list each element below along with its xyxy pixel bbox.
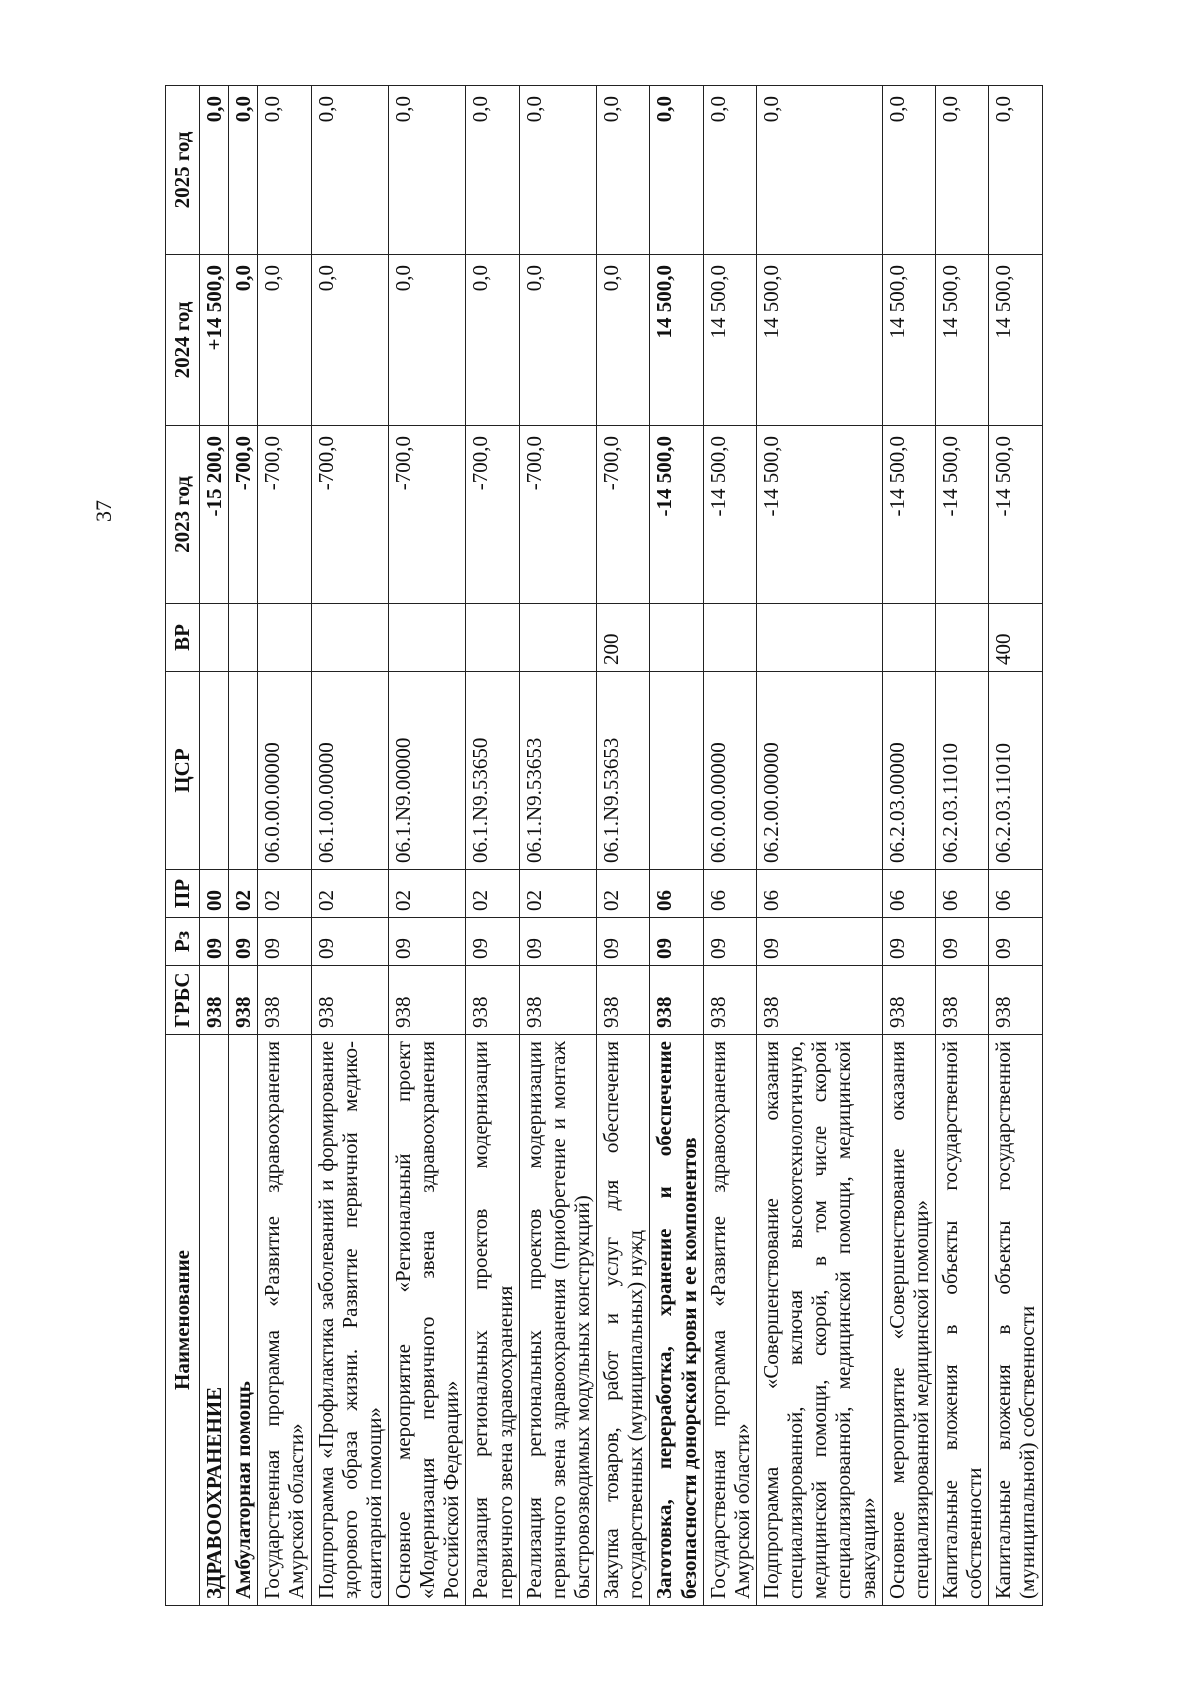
cell-pr: 06 — [935, 870, 988, 918]
cell-2025: 0,0 — [989, 86, 1042, 255]
cell-2023: -700,0 — [388, 426, 465, 604]
cell-name: Подпрограмма «Профилактика заболеваний и формирование здорового образа жизни. Развитие первичной медико-санитарной помощи» — [311, 1035, 388, 1606]
cell-2024: 0,0 — [258, 255, 311, 426]
cell-vr — [935, 604, 988, 672]
table-row — [311, 86, 388, 1606]
table-row — [756, 86, 882, 1606]
cell-pr: 02 — [466, 870, 519, 918]
cell-grbs: 938 — [258, 966, 311, 1035]
cell-2023: -700,0 — [597, 426, 650, 604]
cell-vr — [650, 604, 703, 672]
cell-pr: 02 — [597, 870, 650, 918]
table-row — [258, 86, 311, 1606]
cell-pr: 06 — [703, 870, 756, 918]
table-body — [200, 86, 1043, 1606]
cell-rz: 09 — [466, 918, 519, 966]
cell-vr — [703, 604, 756, 672]
table-row — [989, 86, 1042, 1606]
cell-2023: -14 500,0 — [935, 426, 988, 604]
table-row — [703, 86, 756, 1606]
cell-2023: -15 200,0 — [200, 426, 229, 604]
cell-pr: 02 — [519, 870, 596, 918]
cell-2025: 0,0 — [311, 86, 388, 255]
cell-rz: 09 — [989, 918, 1042, 966]
cell-csr — [229, 672, 258, 870]
table-row — [466, 86, 519, 1606]
cell-name: Реализация региональных проектов модернизации первичного звена здравоохранения — [466, 1035, 519, 1606]
cell-grbs: 938 — [703, 966, 756, 1035]
page-number: 37 — [91, 500, 116, 522]
cell-2024: 14 500,0 — [935, 255, 988, 426]
cell-name: Основное мероприятие «Региональный проект «Модернизация первичного звена здравоохранения Российской Федерации» — [388, 1035, 465, 1606]
cell-rz: 09 — [597, 918, 650, 966]
table-row — [519, 86, 596, 1606]
cell-csr — [200, 672, 229, 870]
cell-2024: 14 500,0 — [703, 255, 756, 426]
cell-name: Закупка товаров, работ и услуг для обеспечения государственных (муниципальных) нужд — [597, 1035, 650, 1606]
header-2023: 2023 год — [166, 426, 200, 604]
cell-vr — [200, 604, 229, 672]
cell-vr — [229, 604, 258, 672]
cell-grbs: 938 — [200, 966, 229, 1035]
cell-grbs: 938 — [756, 966, 882, 1035]
cell-2025: 0,0 — [519, 86, 596, 255]
cell-2024: 14 500,0 — [882, 255, 935, 426]
cell-2024: 0,0 — [311, 255, 388, 426]
cell-2025: 0,0 — [597, 86, 650, 255]
cell-vr — [882, 604, 935, 672]
cell-2023: -14 500,0 — [989, 426, 1042, 604]
cell-vr — [466, 604, 519, 672]
cell-2024: 14 500,0 — [650, 255, 703, 426]
cell-rz: 09 — [258, 918, 311, 966]
cell-rz: 09 — [388, 918, 465, 966]
cell-pr: 00 — [200, 870, 229, 918]
cell-pr: 02 — [229, 870, 258, 918]
cell-rz: 09 — [229, 918, 258, 966]
cell-2023: -14 500,0 — [756, 426, 882, 604]
cell-grbs: 938 — [519, 966, 596, 1035]
cell-csr: 06.2.03.11010 — [935, 672, 988, 870]
cell-pr: 02 — [258, 870, 311, 918]
header-pr: ПР — [166, 870, 200, 918]
cell-name: Капитальные вложения в объекты государственной (муниципальной) собственности — [989, 1035, 1042, 1606]
table-row — [882, 86, 935, 1606]
cell-grbs: 938 — [229, 966, 258, 1035]
table-row — [597, 86, 650, 1606]
cell-vr — [756, 604, 882, 672]
cell-2023: -700,0 — [258, 426, 311, 604]
cell-2023: -14 500,0 — [703, 426, 756, 604]
cell-grbs: 938 — [882, 966, 935, 1035]
header-csr: ЦСР — [166, 672, 200, 870]
cell-2024: 0,0 — [388, 255, 465, 426]
cell-name: Государственная программа «Развитие здравоохранения Амурской области» — [703, 1035, 756, 1606]
table-row — [388, 86, 465, 1606]
cell-csr: 06.2.03.11010 — [989, 672, 1042, 870]
cell-pr: 06 — [650, 870, 703, 918]
cell-csr: 06.1.N9.53653 — [597, 672, 650, 870]
cell-2023: -700,0 — [311, 426, 388, 604]
cell-name: ЗДРАВООХРАНЕНИЕ — [200, 1035, 229, 1606]
cell-vr — [311, 604, 388, 672]
cell-vr: 400 — [989, 604, 1042, 672]
table-row — [650, 86, 703, 1606]
cell-2025: 0,0 — [200, 86, 229, 255]
cell-grbs: 938 — [989, 966, 1042, 1035]
cell-rz: 09 — [935, 918, 988, 966]
cell-name: Капитальные вложения в объекты государственной собственности — [935, 1035, 988, 1606]
cell-name: Подпрограмма «Совершенствование оказания специализированной, включая высокотехнологичную, медицинской помощи, скорой, в том числе скорой специализированной, медицинской помощи, медицинской эвакуации» — [756, 1035, 882, 1606]
cell-2023: -700,0 — [466, 426, 519, 604]
cell-csr — [650, 672, 703, 870]
cell-2023: -14 500,0 — [650, 426, 703, 604]
cell-name: Государственная программа «Развитие здравоохранения Амурской области» — [258, 1035, 311, 1606]
cell-rz: 09 — [756, 918, 882, 966]
cell-vr — [519, 604, 596, 672]
cell-2025: 0,0 — [703, 86, 756, 255]
header-name: Наименование — [166, 1035, 200, 1606]
cell-2023: -700,0 — [229, 426, 258, 604]
cell-pr: 06 — [882, 870, 935, 918]
cell-2024: 14 500,0 — [989, 255, 1042, 426]
table-row — [935, 86, 988, 1606]
cell-grbs: 938 — [388, 966, 465, 1035]
header-2024: 2024 год — [166, 255, 200, 426]
header-2025: 2025 год — [166, 86, 200, 255]
header-rz: Рз — [166, 918, 200, 966]
cell-vr: 200 — [597, 604, 650, 672]
cell-csr: 06.2.03.00000 — [882, 672, 935, 870]
cell-pr: 06 — [756, 870, 882, 918]
cell-pr: 02 — [388, 870, 465, 918]
cell-vr — [258, 604, 311, 672]
cell-csr: 06.1.00.00000 — [311, 672, 388, 870]
cell-2024: 0,0 — [597, 255, 650, 426]
cell-rz: 09 — [200, 918, 229, 966]
cell-2024: 14 500,0 — [756, 255, 882, 426]
cell-grbs: 938 — [597, 966, 650, 1035]
cell-2023: -700,0 — [519, 426, 596, 604]
cell-name: Основное мероприятие «Совершенствование оказания специализированной медицинской помощи» — [882, 1035, 935, 1606]
cell-rz: 09 — [882, 918, 935, 966]
budget-table-container — [165, 86, 1040, 1606]
cell-name: Заготовка, переработка, хранение и обеспечение безопасности донорской крови и ее компонентов — [650, 1035, 703, 1606]
cell-pr: 06 — [989, 870, 1042, 918]
cell-2024: 0,0 — [229, 255, 258, 426]
cell-2024: +14 500,0 — [200, 255, 229, 426]
budget-table — [165, 85, 1043, 1606]
cell-2025: 0,0 — [466, 86, 519, 255]
cell-grbs: 938 — [650, 966, 703, 1035]
cell-2024: 0,0 — [519, 255, 596, 426]
rotated-table-frame — [165, 86, 1040, 1606]
cell-grbs: 938 — [935, 966, 988, 1035]
cell-rz: 09 — [519, 918, 596, 966]
cell-grbs: 938 — [466, 966, 519, 1035]
cell-pr: 02 — [311, 870, 388, 918]
cell-name: Амбулаторная помощь — [229, 1035, 258, 1606]
cell-csr: 06.1.N9.53653 — [519, 672, 596, 870]
cell-2024: 0,0 — [466, 255, 519, 426]
cell-2025: 0,0 — [388, 86, 465, 255]
cell-csr: 06.0.00.00000 — [258, 672, 311, 870]
cell-2023: -14 500,0 — [882, 426, 935, 604]
cell-csr: 06.2.00.00000 — [756, 672, 882, 870]
cell-name: Реализация региональных проектов модернизации первичного звена здравоохранения (приобретение и монтаж быстровозводимых модульных конструкций) — [519, 1035, 596, 1606]
cell-2025: 0,0 — [650, 86, 703, 255]
header-vr: ВР — [166, 604, 200, 672]
cell-grbs: 938 — [311, 966, 388, 1035]
table-row — [200, 86, 229, 1606]
cell-2025: 0,0 — [258, 86, 311, 255]
table-header-row — [166, 86, 200, 1606]
cell-2025: 0,0 — [882, 86, 935, 255]
table-row — [229, 86, 258, 1606]
cell-2025: 0,0 — [756, 86, 882, 255]
header-grbs: ГРБС — [166, 966, 200, 1035]
cell-2025: 0,0 — [229, 86, 258, 255]
cell-rz: 09 — [650, 918, 703, 966]
cell-vr — [388, 604, 465, 672]
cell-csr: 06.1.N9.00000 — [388, 672, 465, 870]
cell-rz: 09 — [703, 918, 756, 966]
cell-2025: 0,0 — [935, 86, 988, 255]
cell-csr: 06.1.N9.53650 — [466, 672, 519, 870]
cell-rz: 09 — [311, 918, 388, 966]
cell-csr: 06.0.00.00000 — [703, 672, 756, 870]
